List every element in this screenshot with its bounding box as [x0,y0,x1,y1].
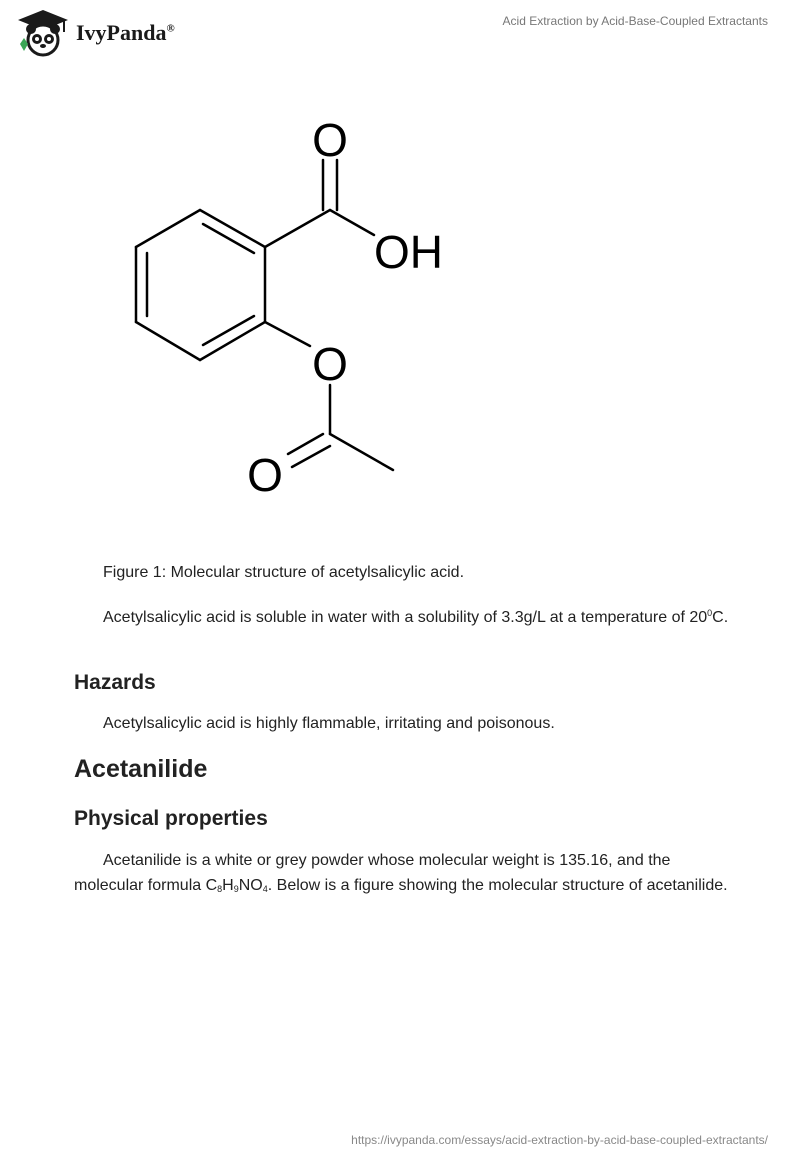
paragraph-hazards: Acetylsalicylic acid is highly flammable, irritating and poisonous. [103,715,555,732]
page-header [0,0,800,70]
atom-label-o-acid: O [312,114,348,166]
footer-url-link[interactable]: https://ivypanda.com/essays/acid-extraction-by-acid-base-coupled-extractants/ [351,1133,768,1147]
heading-physical-properties: Physical properties [74,807,268,830]
paragraph-physical-properties: Acetanilide is a white or grey powder whose molecular weight is 135.16, and the molecular formula $C_8H_9NO_4$. Below is a figure showing the molecular structure of acetanilide. [74,852,728,894]
heading-acetanilide: Acetanilide [74,755,208,783]
running-title: Acid Extraction by Acid-Base-Coupled Extractants [502,14,768,28]
logo-wordmark: IvyPanda® [76,20,175,45]
atom-label-oh: OH [374,226,443,278]
atom-label-o-carbonyl: O [247,449,283,501]
panda-graduate-icon [14,8,72,58]
atom-label-o-ester: O [312,338,348,390]
ivypanda-logo[interactable] [14,8,194,58]
acetylsalicylic-acid-structure [110,105,470,510]
paragraph-solubility: Acetylsalicylic acid is soluble in water with a solubility of 3.3g/L at a temperature of $20^0C$. [103,608,729,626]
heading-hazards: Hazards [74,671,156,694]
figure-caption: Figure 1: Molecular structure of acetylsalicylic acid. [103,564,465,581]
